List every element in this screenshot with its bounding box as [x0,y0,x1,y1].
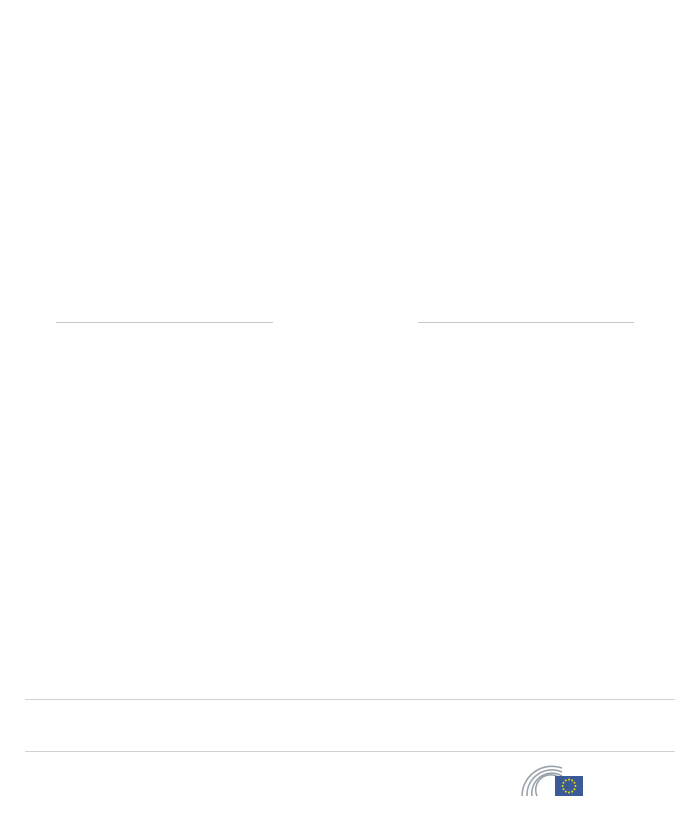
total-divider-right [418,322,634,323]
parliament-logo-icon [520,762,584,798]
divider-top [25,699,675,700]
logo [520,762,592,798]
stacked-bar-chart [0,0,700,300]
total-divider-left [56,322,273,323]
divider-bottom [25,751,675,752]
